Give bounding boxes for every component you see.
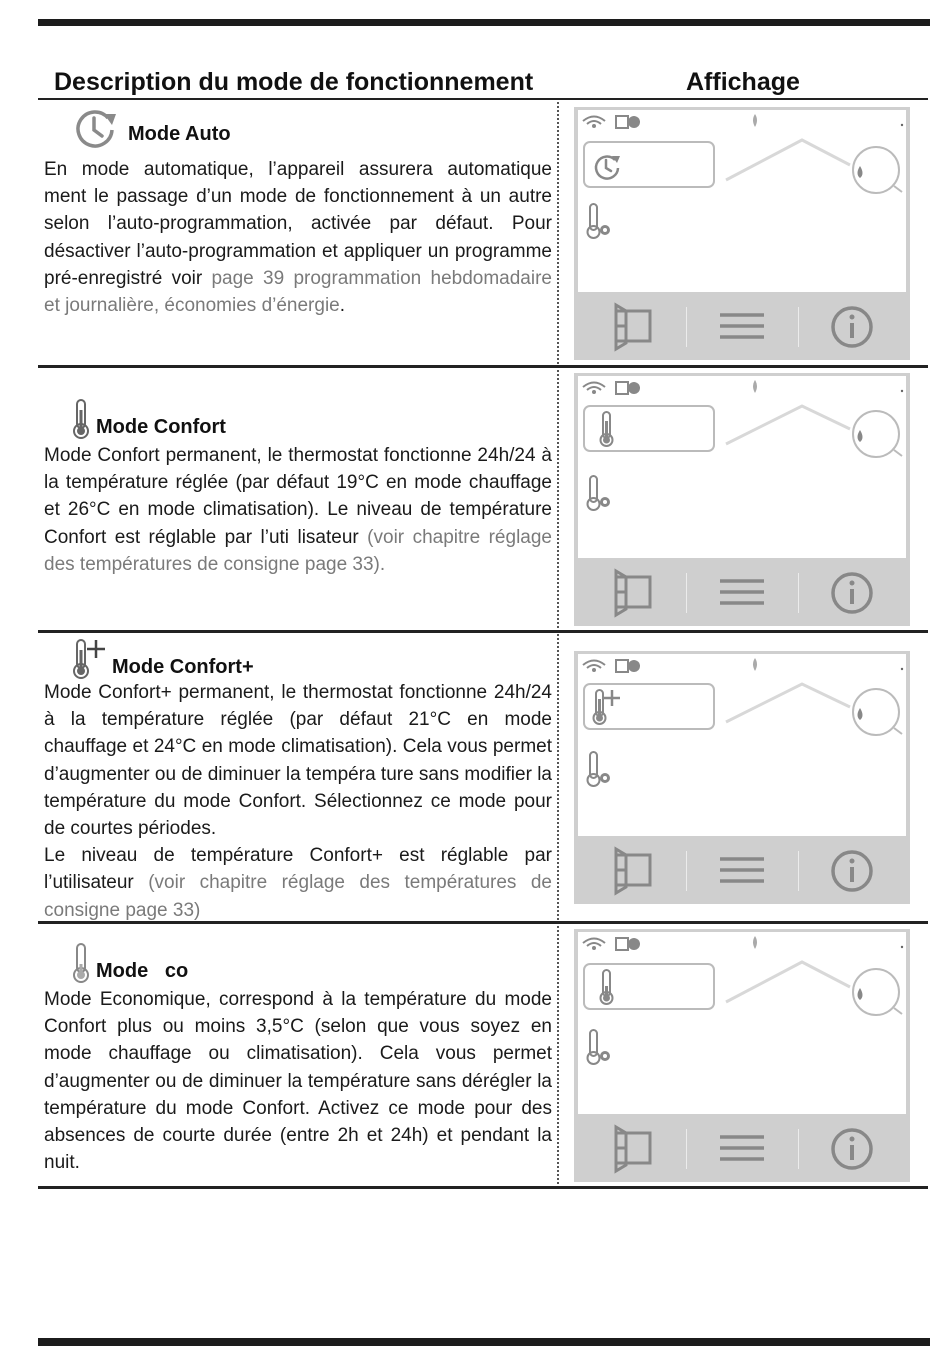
wifi-icon xyxy=(583,117,605,129)
flame-icon xyxy=(753,114,757,127)
mode-eco-label: Mode co xyxy=(96,960,189,982)
temperature-curve xyxy=(726,962,850,1002)
row-divider xyxy=(38,1186,928,1189)
mode-confort-plus-description xyxy=(44,679,552,924)
display-screen-eco xyxy=(574,929,910,1182)
display-screen-confort xyxy=(574,373,910,626)
temperature-curve xyxy=(726,406,850,444)
mode-eco-text: Mode Economique, correspond à la température du mode Confort plus ou moins 3,5°C (selon que vous soyez en mode chauffage ou climatisation). Cela vous permet d’augmenter ou de diminuer la température sans dérégler la température du mode Confort. Activez ce mode pour des absences de courte durée (entre 2h et 24h) et pendant la nuit. xyxy=(44,989,552,1174)
thermometer-settings-icon xyxy=(588,1030,611,1064)
bottom-rule xyxy=(38,1338,930,1346)
row-divider xyxy=(38,365,928,368)
info-icon[interactable] xyxy=(830,295,874,360)
window-icon[interactable] xyxy=(610,839,654,904)
menu-icon[interactable] xyxy=(720,839,764,904)
top-rule xyxy=(38,19,930,26)
nav-bar xyxy=(574,1117,910,1182)
mode-auto-label: Mode Auto xyxy=(128,123,231,145)
info-icon[interactable] xyxy=(830,561,874,626)
mode-confort-reference[interactable]: (voir chapitre réglage des températures de consigne page 33). xyxy=(44,526,552,575)
header-divider xyxy=(38,98,928,100)
mode-auto-title xyxy=(72,106,231,150)
battery-icon xyxy=(616,660,640,672)
info-icon[interactable] xyxy=(830,1117,874,1182)
thermometer-plus-icon xyxy=(72,638,106,680)
battery-icon xyxy=(616,382,640,394)
humidity-drop-icon xyxy=(858,166,863,178)
mode-indicator-box xyxy=(584,142,714,187)
mode-confort-title xyxy=(72,398,226,440)
battery-icon xyxy=(616,116,640,128)
mode-confort-plus-reference[interactable]: (voir chapitre réglage des températures de consigne page 33) xyxy=(44,872,552,921)
wifi-icon xyxy=(583,939,605,951)
mode-confort-plus-text-2: Le niveau de température Confort+ est réglable par l’utilisateur xyxy=(44,845,552,894)
humidity-drop-icon xyxy=(858,708,863,720)
temperature-curve xyxy=(726,140,850,180)
mode-auto-reference[interactable]: page 39 programmation hebdomadaire et journalière, économies d’énergie xyxy=(44,267,552,317)
mode-confort-plus-label: Mode Confort+ xyxy=(112,656,254,678)
thermometer-icon xyxy=(72,398,90,440)
display-screen-confort-plus xyxy=(574,651,910,904)
display-screen-auto xyxy=(574,107,910,360)
info-icon[interactable] xyxy=(830,839,874,904)
clock-arrow-icon xyxy=(72,106,122,150)
menu-icon[interactable] xyxy=(720,295,764,360)
mode-eco-description xyxy=(44,986,552,1176)
mode-confort-plus-title xyxy=(72,638,254,680)
mode-confort-plus-text: Mode Confort+ permanent, le thermostat fonctionne 24h/24 à la température réglée (par défaut 21°C en mode chauffage et 24°C en mode climatisation). Cela vous permet d’augmenter ou de diminuer la tempéra ture sans modifier la température du mode Confort. Sélectionnez ce mode pour de courtes périodes. xyxy=(44,682,552,840)
mode-auto-tail: . xyxy=(339,295,346,317)
mode-auto-description xyxy=(44,156,552,319)
window-icon[interactable] xyxy=(610,561,654,626)
flame-icon xyxy=(753,380,757,393)
nav-bar xyxy=(574,561,910,626)
thermometer-settings-icon xyxy=(588,752,611,786)
column-header-description: Description du mode de fonctionnement xyxy=(54,68,534,96)
thermometer-settings-icon xyxy=(588,476,611,510)
row-divider xyxy=(38,630,928,633)
thermometer-eco-icon xyxy=(72,942,90,984)
humidity-drop-icon xyxy=(858,988,863,1000)
menu-icon[interactable] xyxy=(720,1117,764,1182)
window-icon[interactable] xyxy=(610,1117,654,1182)
nav-bar xyxy=(574,295,910,360)
mode-eco-title xyxy=(72,942,188,984)
mode-confort-label: Mode Confort xyxy=(96,416,226,438)
wifi-icon xyxy=(583,383,605,395)
nav-bar xyxy=(574,839,910,904)
humidity-drop-icon xyxy=(858,430,863,442)
mode-confort-text: Mode Confort permanent, le thermostat fonctionne 24h/24 à la température réglée (par défaut 19°C en mode chauffage et 26°C en mode climatisation). Le niveau de température Confort est réglable par l’uti lisateur xyxy=(44,445,552,548)
flame-icon xyxy=(753,658,757,671)
row-divider xyxy=(38,921,928,924)
temperature-curve xyxy=(726,684,850,722)
window-icon[interactable] xyxy=(610,295,654,360)
flame-icon xyxy=(753,936,757,949)
column-separator xyxy=(557,102,559,1188)
thermometer-settings-icon xyxy=(588,204,611,238)
wifi-icon xyxy=(583,661,605,673)
battery-icon xyxy=(616,938,640,950)
menu-icon[interactable] xyxy=(720,561,764,626)
mode-confort-description xyxy=(44,442,552,578)
column-header-display: Affichage xyxy=(686,68,800,96)
mode-auto-text: En mode automatique, l’appareil assurera automatique ment le passage d’un mode de fonctionnement à un autre selon l’auto-programmation, activée par défaut. Pour désactiver l’auto-programmation et appliquer un programme pré-enregistré voir xyxy=(44,159,552,289)
